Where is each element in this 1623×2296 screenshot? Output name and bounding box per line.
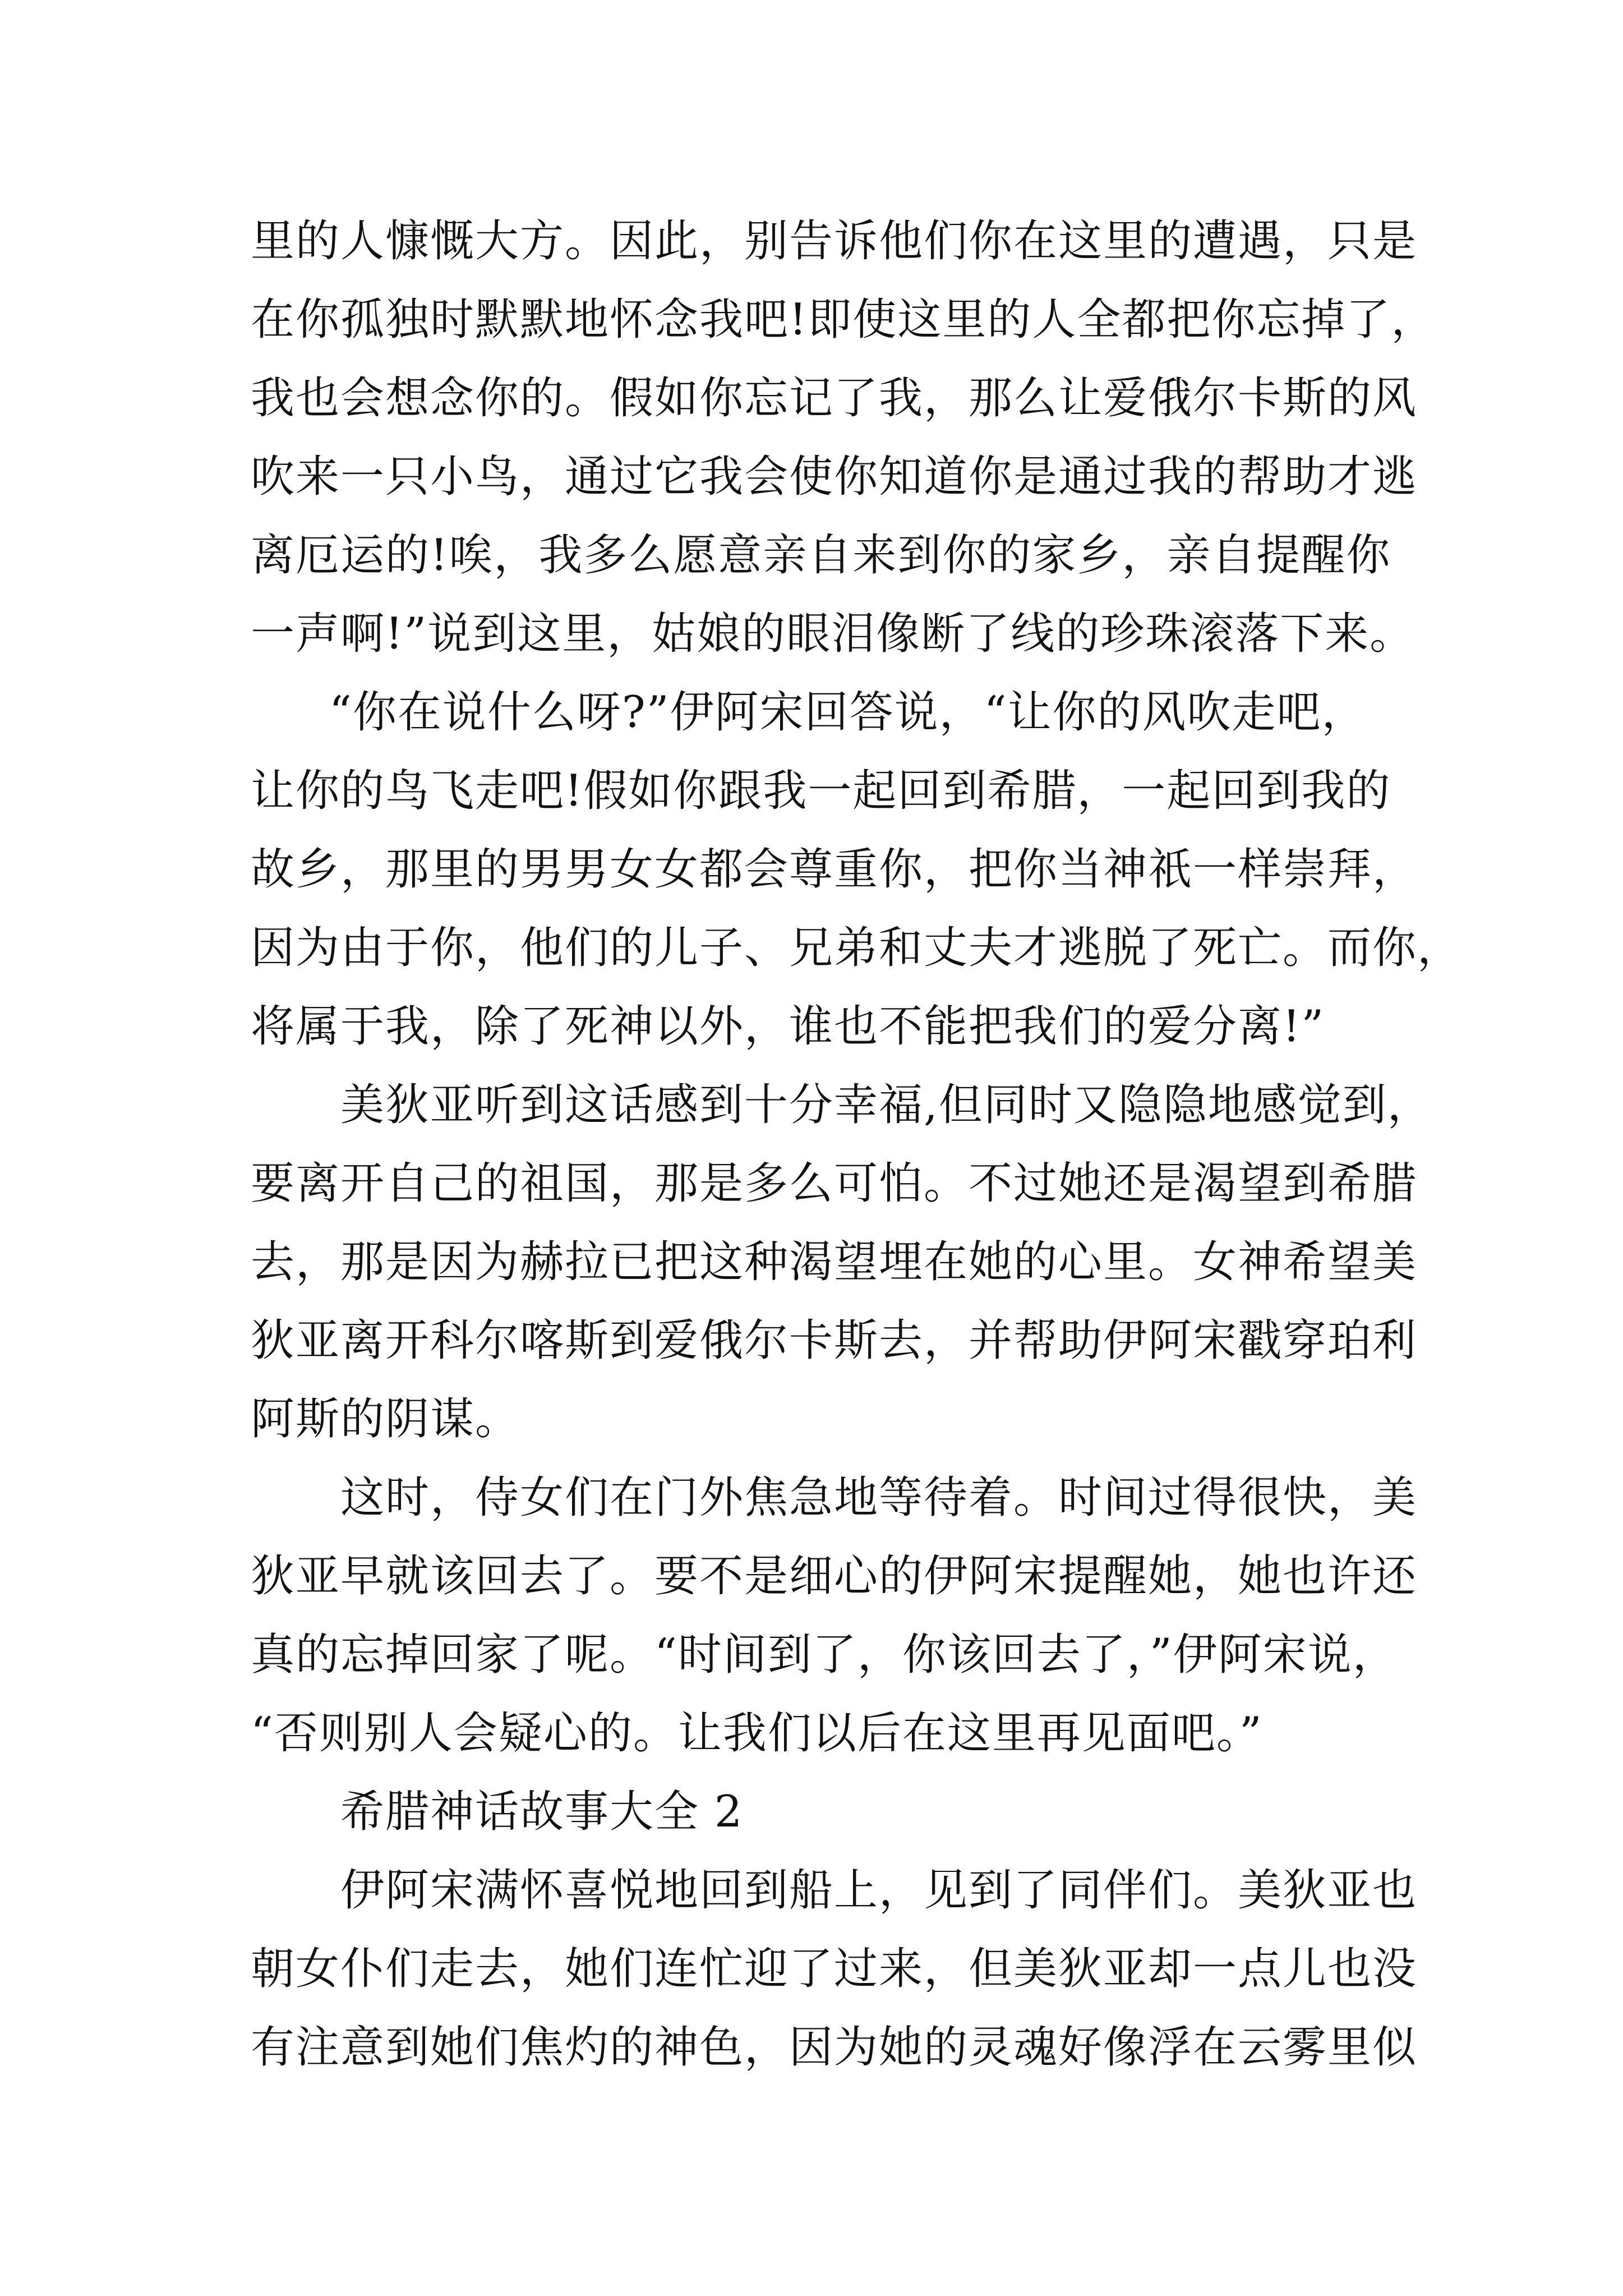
text-line: 伊阿宋满怀喜悦地回到船上，见到了同伴们。美狄亚也 xyxy=(340,1865,1418,1916)
text-line: “否则别人会疑心的。让我们以后在这里再见面吧。” xyxy=(251,1708,1263,1759)
text-line: 美狄亚听到这话感到十分幸福,但同时又隐隐地感觉到， xyxy=(340,1080,1432,1130)
text-line: 里的人慷慨大方。因此，别告诉他们你在这里的遭遇，只是 xyxy=(251,216,1418,266)
text-line: “你在说什么呀?”伊阿宋回答说，“让你的风吹走吧， xyxy=(329,687,1367,738)
text-line: 阿斯的阴谋。 xyxy=(251,1394,520,1444)
text-line: 因为由于你，他们的儿子、兄弟和丈夫才逃脱了死亡。而你， xyxy=(251,923,1463,973)
text-line: 我也会想念你的。假如你忘记了我，那么让爱俄尔卡斯的风 xyxy=(251,373,1418,424)
section-heading: 希腊神话故事大全 2 xyxy=(340,1787,744,1837)
text-line: 真的忘掉回家了呢。“时间到了，你该回去了，”伊阿宋说， xyxy=(251,1630,1398,1680)
text-line: 朝女仆们走去，她们连忙迎了过来，但美狄亚却一点儿也没 xyxy=(251,1944,1418,1994)
text-line: 离厄运的!唉，我多么愿意亲自来到你的家乡，亲自提醒你 xyxy=(251,530,1391,581)
text-line: 让你的鸟飞走吧!假如你跟我一起回到希腊，一起回到我的 xyxy=(251,766,1391,816)
text-line: 有注意到她们焦灼的神色，因为她的灵魂好像浮在云雾里似 xyxy=(251,2022,1418,2073)
text-line: 在你孤独时默默地怀念我吧!即使这里的人全都把你忘掉了， xyxy=(251,295,1436,345)
text-line: 吹来一只小鸟，通过它我会使你知道你是通过我的帮助才逃 xyxy=(251,452,1418,502)
text-line: 狄亚早就该回去了。要不是细心的伊阿宋提醒她，她也许还 xyxy=(251,1551,1418,1602)
text-line: 去，那是因为赫拉已把这种渴望埋在她的心里。女神希望美 xyxy=(251,1237,1418,1287)
text-line: 狄亚离开科尔喀斯到爱俄尔卡斯去，并帮助伊阿宋戳穿珀利 xyxy=(251,1315,1418,1366)
text-line: 一声啊!”说到这里，姑娘的眼泪像断了线的珍珠滚落下来。 xyxy=(251,609,1415,659)
text-line: 故乡，那里的男男女女都会尊重你，把你当神祇一样崇拜， xyxy=(251,844,1418,895)
text-line: 这时，侍女们在门外焦急地等待着。时间过得很快，美 xyxy=(340,1473,1418,1523)
text-line: 要离开自己的祖国，那是多么可怕。不过她还是渴望到希腊 xyxy=(251,1158,1418,1209)
text-line: 将属于我，除了死神以外，谁也不能把我们的爱分离!” xyxy=(251,1001,1325,1052)
